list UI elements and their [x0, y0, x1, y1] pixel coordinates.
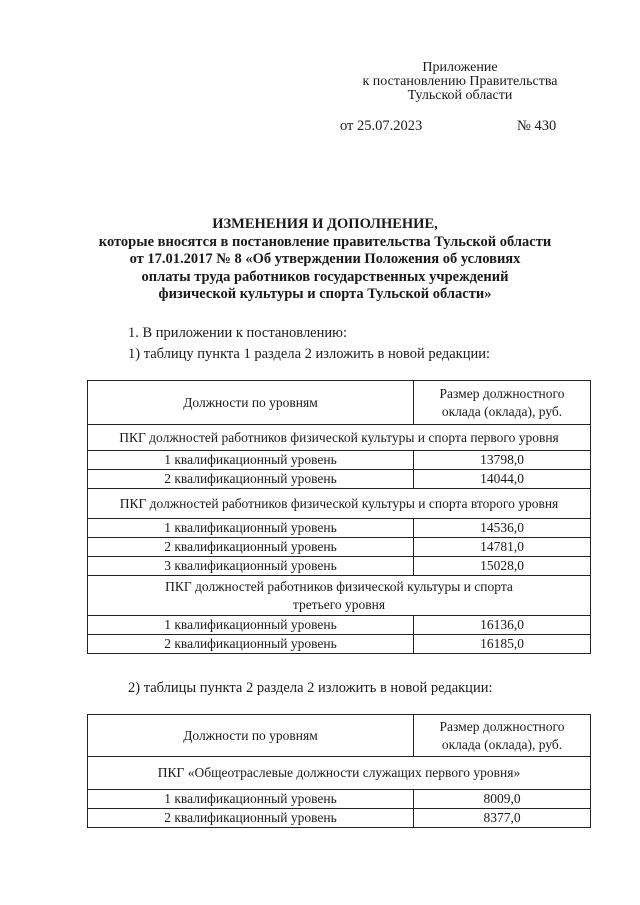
salary-cell: 8009,0	[414, 790, 591, 809]
paragraph-3: 2) таблицы пункта 2 раздела 2 изложить в новой редакции:	[128, 680, 493, 696]
group-row	[88, 757, 591, 790]
salary-cell: 14781,0	[414, 538, 591, 557]
appendix-line-2: к постановлению Правительства	[362, 74, 558, 89]
table-row	[88, 616, 591, 635]
col-header-salary: Размер должностного оклада (оклада), руб.	[414, 381, 591, 425]
salary-cell: 16136,0	[414, 616, 591, 635]
level-cell: 2 квалификационный уровень	[88, 470, 414, 489]
table-row	[88, 790, 591, 809]
group-header-level-3: ПКГ должностей работников физической культуры и спорта третьего уровня	[88, 576, 591, 616]
col-header-positions: Должности по уровням	[88, 715, 414, 757]
col-header-salary: Размер должностного оклада (оклада), руб.	[414, 715, 591, 757]
appendix-line-3: Тульской области	[407, 88, 513, 103]
group-row	[88, 576, 591, 616]
level-cell: 1 квалификационный уровень	[88, 616, 414, 635]
salary-cell: 14044,0	[414, 470, 591, 489]
table-row	[88, 809, 591, 828]
level-cell: 2 квалификационный уровень	[88, 538, 414, 557]
level-cell: 3 квалификационный уровень	[88, 557, 414, 576]
salary-table-2	[87, 714, 591, 828]
table-row	[88, 557, 591, 576]
col-header-positions: Должности по уровням	[88, 381, 414, 425]
table-header-row	[88, 381, 591, 425]
group-header-general: ПКГ «Общеотраслевые должности служащих первого уровня»	[88, 757, 591, 790]
salary-cell: 15028,0	[414, 557, 591, 576]
title-line-5: физической культуры и спорта Тульской области»	[158, 286, 492, 302]
group-row	[88, 489, 591, 519]
title-line-2: которые вносятся в постановление правительства Тульской области	[98, 233, 552, 250]
group-header-level-2: ПКГ должностей работников физической культуры и спорта второго уровня	[88, 489, 591, 519]
paragraph-1: 1. В приложении к постановлению:	[128, 325, 348, 341]
salary-table-1	[87, 380, 591, 654]
table-row	[88, 470, 591, 489]
title-line-3: от 17.01.2017 № 8 «Об утверждении Положения об условиях	[129, 251, 521, 267]
group-header-level-1: ПКГ должностей работников физической культуры и спорта первого уровня	[88, 425, 591, 451]
resolution-number: № 430	[517, 118, 557, 134]
appendix-block	[330, 61, 590, 103]
level-cell: 1 квалификационный уровень	[88, 790, 414, 809]
salary-cell: 14536,0	[414, 519, 591, 538]
paragraph-2: 1) таблицу пункта 1 раздела 2 изложить в новой редакции:	[128, 346, 490, 362]
appendix-line-1: Приложение	[422, 60, 498, 75]
table-header-row	[88, 715, 591, 757]
level-cell: 1 квалификационный уровень	[88, 519, 414, 538]
salary-cell: 16185,0	[414, 635, 591, 654]
salary-cell: 13798,0	[414, 451, 591, 470]
level-cell: 2 квалификационный уровень	[88, 809, 414, 828]
table-row	[88, 538, 591, 557]
table-row	[88, 451, 591, 470]
resolution-date: от 25.07.2023	[340, 118, 423, 134]
level-cell: 1 квалификационный уровень	[88, 451, 414, 470]
group-row	[88, 425, 591, 451]
table-row	[88, 519, 591, 538]
document-title	[60, 216, 590, 304]
level-cell: 2 квалификационный уровень	[88, 635, 414, 654]
title-line-4: оплаты труда работников государственных учреждений	[141, 268, 509, 285]
title-line-1: ИЗМЕНЕНИЯ И ДОПОЛНЕНИЕ,	[212, 216, 438, 232]
salary-cell: 8377,0	[414, 809, 591, 828]
table-row	[88, 635, 591, 654]
